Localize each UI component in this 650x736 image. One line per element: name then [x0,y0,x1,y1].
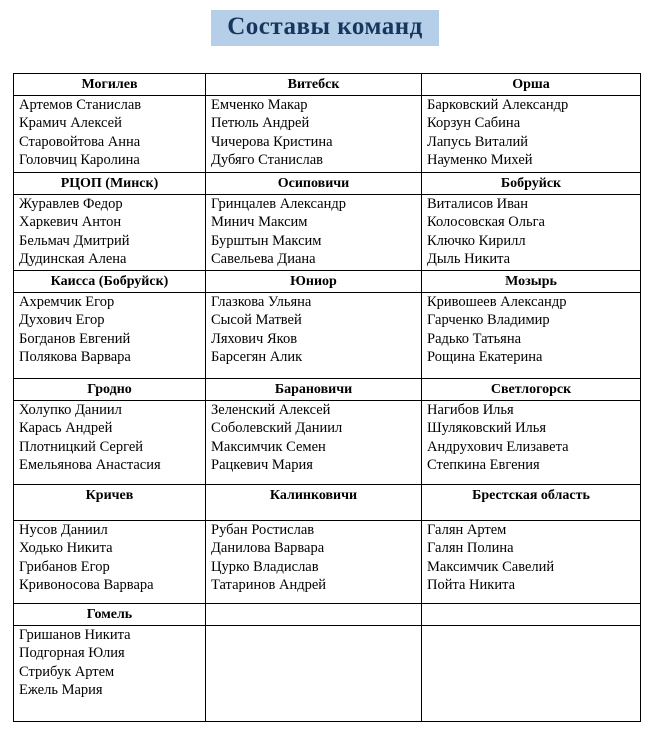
team-name: Бобруйск [422,173,641,195]
member: Максимчик Савелий [427,558,555,575]
team-members [422,195,641,271]
member: Рощина Екатерина [427,348,543,365]
member: Дыль Никита [427,250,511,267]
member: Бельмач Дмитрий [19,232,130,249]
team-header-row [14,271,641,293]
member: Харкевич Антон [19,214,122,231]
member: Гришанов Никита [19,627,131,643]
team-name: Юниор [206,271,422,293]
member: Галян Полина [427,540,514,557]
team-name: Кричев [14,485,206,521]
member: Нусов Даниил [19,522,108,538]
member: Чичерова Кристина [211,133,333,150]
member: Емельянова Анастасия [19,456,161,473]
empty-cell [422,604,641,626]
empty-cell [206,626,422,722]
team-name: Орша [422,74,641,96]
member: Науменко Михей [427,151,533,168]
member: Подгорная Юлия [19,645,125,662]
team-members [14,521,206,604]
teams-table [13,73,641,722]
member: Татаринов Андрей [211,576,327,593]
member: Савельева Диана [211,250,316,267]
member: Барсегян Алик [211,348,303,365]
team-name: Каисса (Бобруйск) [14,271,206,293]
member: Кривоносова Варвара [19,576,154,593]
team-name: Барановичи [206,379,422,401]
member: Пойта Никита [427,576,516,593]
member: Духович Егор [19,312,105,329]
member: Виталисов Иван [427,196,528,212]
empty-cell [422,626,641,722]
member: Барковский Александр [427,97,569,113]
member: Дудинская Алена [19,250,127,267]
team-name: Брестская область [422,485,641,521]
team-members [422,401,641,485]
team-name: Осиповичи [206,173,422,195]
member: Минич Максим [211,214,308,231]
team-members [14,626,206,722]
member: Карась Андрей [19,420,113,437]
team-name: Мозырь [422,271,641,293]
member: Цурко Владислав [211,558,319,575]
team-members [206,96,422,173]
member: Крамич Алексей [19,115,122,132]
member: Емченко Макар [211,97,308,113]
team-name: Калинковичи [206,485,422,521]
member: Ежель Мария [19,681,103,698]
team-members-row [14,195,641,271]
team-name: Витебск [206,74,422,96]
team-members [206,293,422,379]
team-members-row [14,96,641,173]
member: Данилова Варвара [211,540,325,557]
team-members [14,96,206,173]
team-members [206,195,422,271]
team-header-row [14,604,641,626]
member: Дубяго Станислав [211,151,323,168]
member: Плотницкий Сергей [19,438,144,455]
member: Нагибов Илья [427,402,514,418]
member: Ахремчик Егор [19,294,115,310]
member: Ходько Никита [19,540,113,557]
team-members [206,401,422,485]
team-members-row [14,626,641,722]
member: Зеленский Алексей [211,402,331,418]
member: Степкина Евгения [427,456,540,473]
member: Старовойтова Анна [19,133,141,150]
team-header-row [14,379,641,401]
member: Корзун Сабина [427,115,521,132]
team-name: Светлогорск [422,379,641,401]
member: Сысой Матвей [211,312,302,329]
team-members [206,521,422,604]
team-members-row [14,521,641,604]
empty-cell [206,604,422,626]
member: Полякова Варвара [19,348,131,365]
team-name: РЦОП (Минск) [14,173,206,195]
member: Ключко Кирилл [427,232,526,249]
member: Лапусь Виталий [427,133,529,150]
member: Кривошеев Александр [427,294,567,310]
team-members [14,293,206,379]
member: Шуляковский Илья [427,420,547,437]
team-name: Гродно [14,379,206,401]
team-name: Могилев [14,74,206,96]
member: Гарченко Владимир [427,312,550,329]
member: Максимчик Семен [211,438,326,455]
member: Артемов Станислав [19,97,142,113]
team-members [14,401,206,485]
member: Рацкевич Мария [211,456,313,473]
member: Холупко Даниил [19,402,122,418]
team-members [422,96,641,173]
member: Ляхович Яков [211,330,298,347]
team-members [422,521,641,604]
member: Грибанов Егор [19,558,110,575]
team-members [14,195,206,271]
team-members-row [14,401,641,485]
member: Богданов Евгений [19,330,131,347]
member: Бурштын Максим [211,232,322,249]
team-members [422,293,641,379]
member: Соболевский Даниил [211,420,343,437]
team-name: Гомель [14,604,206,626]
team-members-row [14,293,641,379]
page-title: Составы команд [211,10,439,46]
title-wrap [0,10,650,46]
member: Журавлев Федор [19,196,123,212]
team-header-row [14,74,641,96]
member: Глазкова Ульяна [211,294,312,310]
member: Стрибук Артем [19,663,115,680]
member: Рубан Ростислав [211,522,315,538]
member: Галян Артем [427,522,507,538]
member: Радько Татьяна [427,330,522,347]
team-header-row [14,173,641,195]
member: Петюль Андрей [211,115,310,132]
member: Гринцалев Александр [211,196,346,212]
team-header-row [14,485,641,521]
member: Колосовская Ольга [427,214,545,231]
member: Андрухович Елизавета [427,438,569,455]
member: Головчиц Каролина [19,151,140,168]
